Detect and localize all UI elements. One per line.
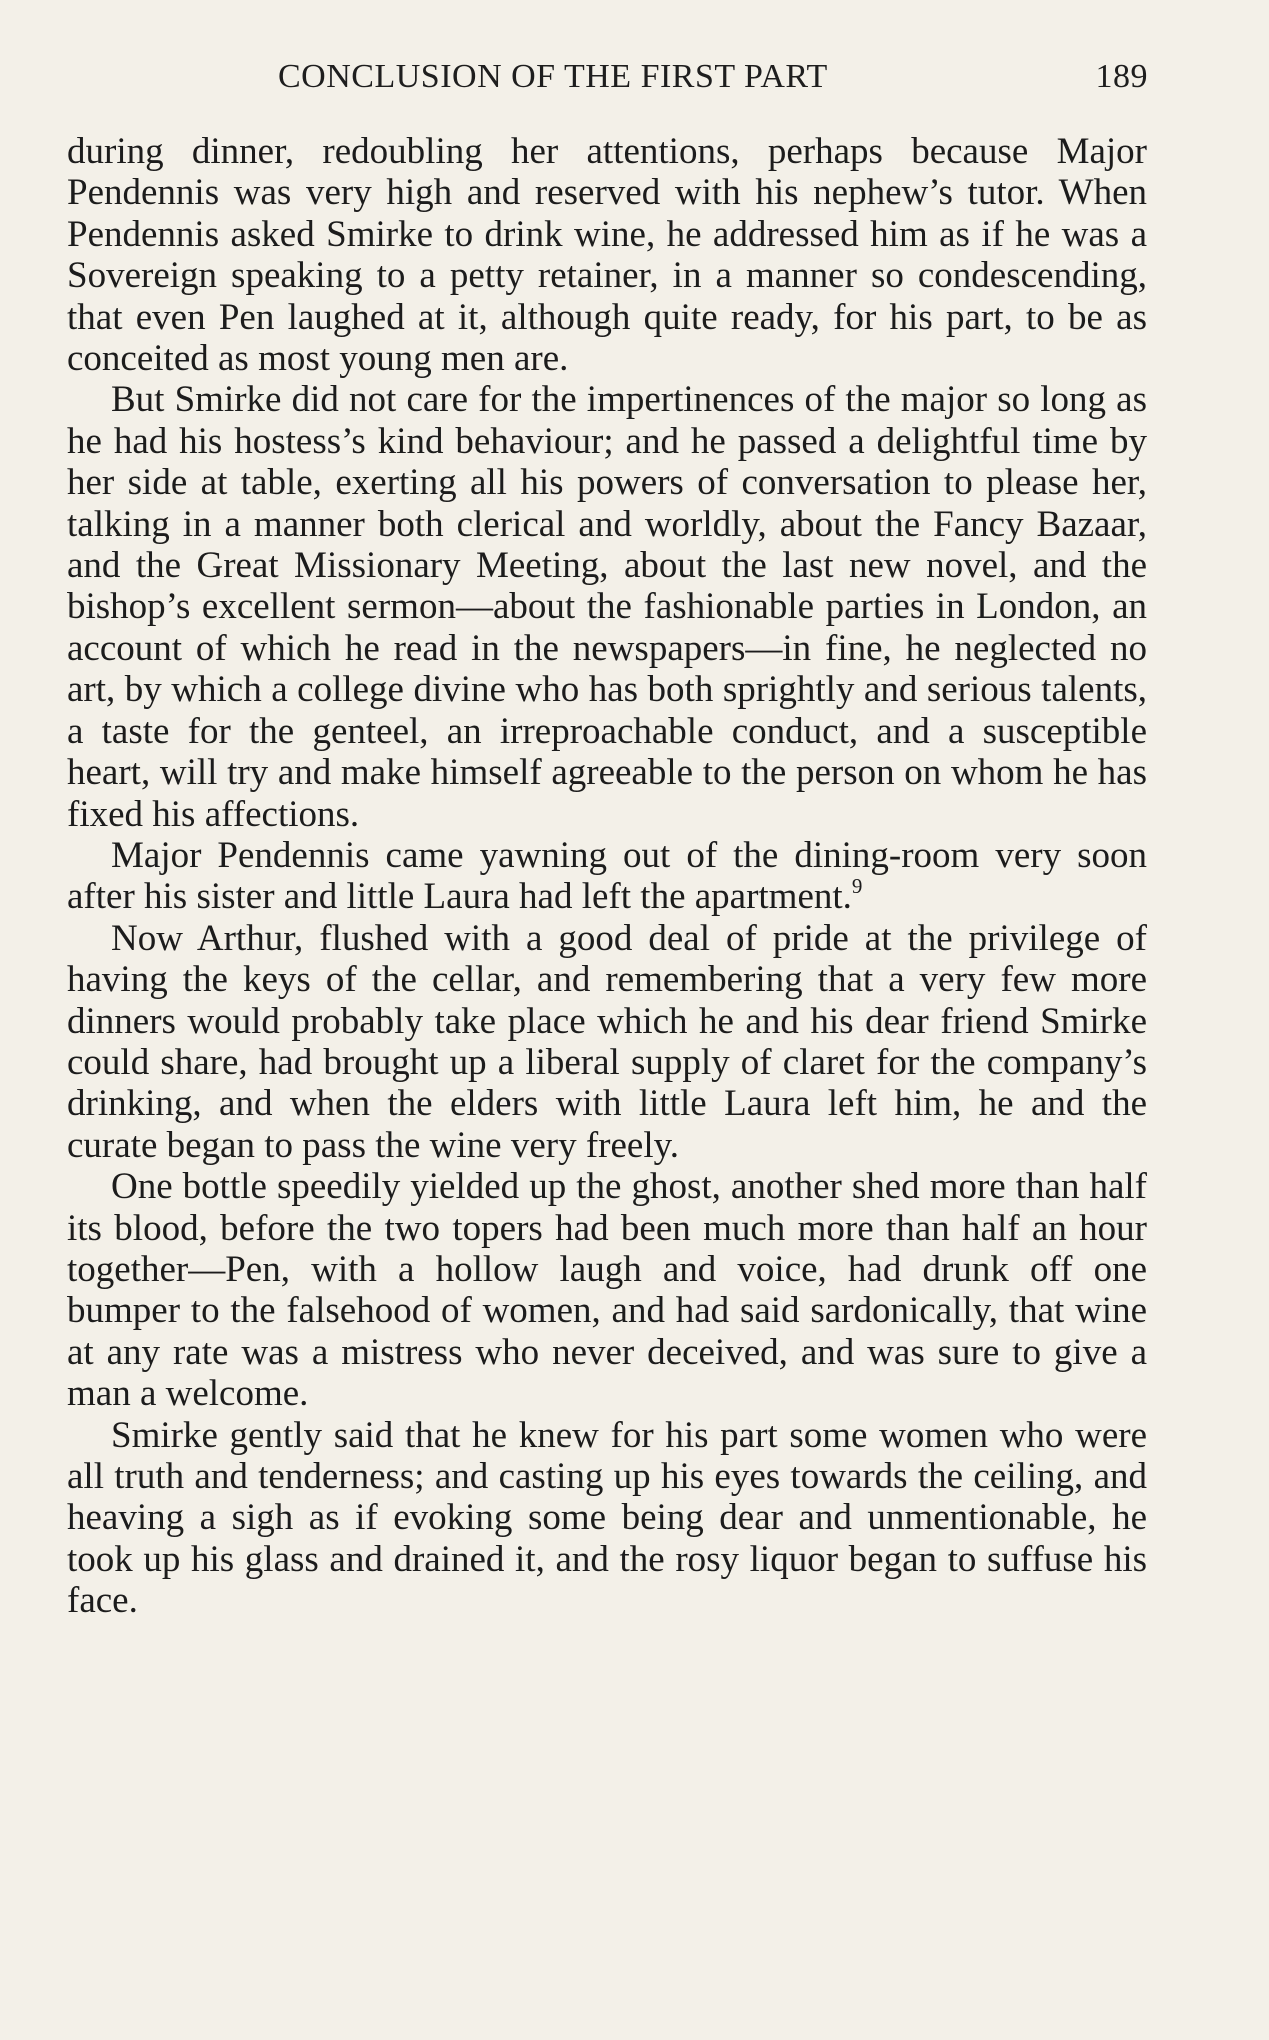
running-head bbox=[68, 58, 1148, 98]
running-title: CONCLUSION OF THE FIRST PART bbox=[278, 58, 828, 95]
footnote-marker[interactable]: 9 bbox=[851, 874, 863, 899]
paragraph: But Smirke did not care for the impertinences of the major so long as he had his hostess’s kind behaviour; and he passed a delightful time by her side at table, exerting all his powers of conversation to please her, talking in a manner both clerical and worldly, about the Fancy Bazaar, and the Great Missionary Meeting, about the last new novel, and the bishop’s excellent sermon—about the fashionable parties in London, an account of which he read in the newspapers—in fine, he neglected no art, by which a college divine who has both sprightly and serious talents, a taste for the genteel, an irreproachable conduct, and a susceptible heart, will try and make himself agreeable to the person on whom he has fixed his affections. bbox=[67, 379, 1147, 835]
paragraph: Smirke gently said that he knew for his part some women who were all truth and tenderness; and casting up his eyes towards the ceiling, and heaving a sigh as if evoking some being dear and unmentionable, he took up his glass and drained it, and the rosy liquor began to suffuse his face. bbox=[67, 1414, 1147, 1622]
body-text bbox=[67, 131, 1147, 1622]
paragraph-text: Major Pendennis came yawning out of the dining-room very soon after his sister and little Laura had left the apartment. bbox=[67, 834, 1147, 918]
paragraph: during dinner, redoubling her attentions, perhaps because Major Pendennis was very high and reserved with his nephew’s tutor. When Pendennis asked Smirke to drink wine, he addressed him as if he was a Sovereign speaking to a petty retainer, in a manner so condescending, that even Pen laughed at it, although quite ready, for his part, to be as conceited as most young men are. bbox=[67, 131, 1147, 380]
paragraph: Now Arthur, flushed with a good deal of pride at the privilege of having the keys of the cellar, and remembering that a very few more dinners would probably take place which he and his dear friend Smirke could share, had brought up a liberal supply of claret for the company’s drinking, and when the elders with little Laura left him, he and the curate began to pass the wine very freely. bbox=[67, 917, 1147, 1166]
page-number: 189 bbox=[1095, 58, 1148, 95]
paragraph bbox=[67, 835, 1147, 918]
paragraph: One bottle speedily yielded up the ghost, another shed more than half its blood, before the two topers had been much more than half an hour together—Pen, with a hollow laugh and voice, had drunk off one bumper to the falsehood of women, and had said sardonically, that wine at any rate was a mistress who never deceived, and was sure to give a man a welcome. bbox=[67, 1166, 1147, 1415]
